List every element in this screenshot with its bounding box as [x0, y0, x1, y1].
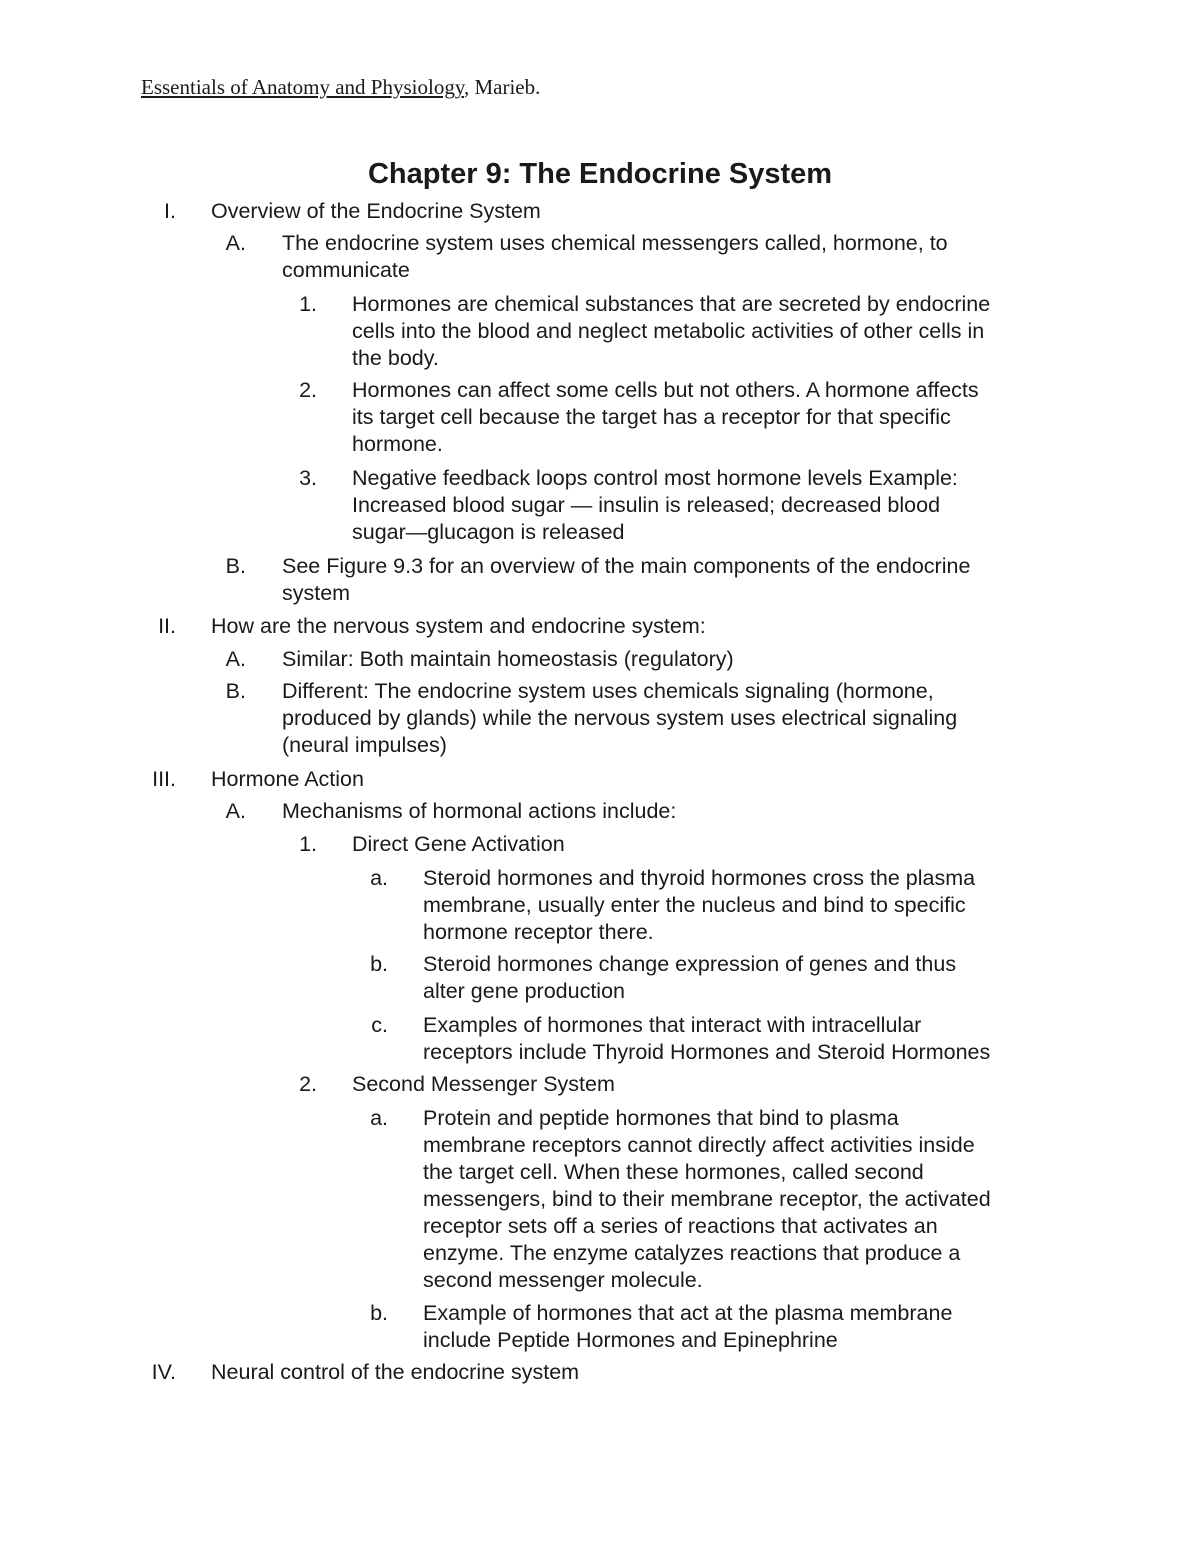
outline-line: produced by glands) while the nervous system uses electrical signaling: [282, 706, 958, 730]
outline-line: enzyme. The enzyme catalyzes reactions that produce a: [423, 1241, 961, 1265]
outline-line: receptor sets off a series of reactions that activates an: [423, 1214, 938, 1238]
book-citation: [141, 74, 540, 100]
point-marker: 2.: [299, 1072, 317, 1096]
outline-line: Mechanisms of hormonal actions include:: [282, 799, 677, 823]
item-marker: a.: [370, 866, 388, 890]
outline-line: membrane, usually enter the nucleus and bind to specific: [423, 893, 966, 917]
outline-line: system: [282, 581, 351, 605]
outline-line: The endocrine system uses chemical messengers called, hormone, to: [282, 231, 948, 255]
section-heading: How are the nervous system and endocrine system:: [211, 614, 706, 638]
outline-line: Different: The endocrine system uses chemicals signaling (hormone,: [282, 679, 934, 703]
outline-line: second messenger molecule.: [423, 1268, 703, 1292]
book-author: , Marieb.: [463, 75, 541, 99]
outline-line: communicate: [282, 258, 410, 282]
item-marker: b.: [370, 952, 388, 976]
outline-line: the target cell. When these hormones, called second: [423, 1160, 924, 1184]
outline-line: Examples of hormones that interact with intracellular: [423, 1013, 922, 1037]
section-marker: III.: [152, 767, 176, 791]
point-heading: Direct Gene Activation: [352, 832, 565, 856]
section-heading: Overview of the Endocrine System: [211, 199, 541, 223]
outline-line: alter gene production: [423, 979, 626, 1003]
point-marker: 2.: [299, 378, 317, 402]
point-marker: 1.: [299, 292, 317, 316]
outline-line: the body.: [352, 346, 439, 370]
outline-line: Increased blood sugar — insulin is released; decreased blood: [352, 493, 941, 517]
point-heading: Second Messenger System: [352, 1072, 615, 1096]
outline-line: hormone.: [352, 432, 443, 456]
item-marker: b.: [370, 1301, 388, 1325]
subsection-marker: A.: [225, 231, 246, 255]
outline-line: (neural impulses): [282, 733, 447, 757]
section-marker: IV.: [151, 1360, 176, 1384]
section-marker: I.: [164, 199, 176, 223]
point-marker: 1.: [299, 832, 317, 856]
outline-line: Negative feedback loops control most hormone levels Example:: [352, 466, 958, 490]
outline-line: Steroid hormones change expression of genes and thus: [423, 952, 957, 976]
outline-line: Protein and peptide hormones that bind to plasma: [423, 1106, 899, 1130]
subsection-marker: A.: [225, 647, 246, 671]
subsection-marker: B.: [225, 679, 246, 703]
outline-line: messengers, bind to their membrane receptor, the activated: [423, 1187, 991, 1211]
section-marker: II.: [158, 614, 176, 638]
outline-line: receptors include Thyroid Hormones and Steroid Hormones: [423, 1040, 991, 1064]
outline-line: See Figure 9.3 for an overview of the main components of the endocrine: [282, 554, 971, 578]
outline-line: hormone receptor there.: [423, 920, 654, 944]
outline-line: include Peptide Hormones and Epinephrine: [423, 1328, 838, 1352]
outline-line: its target cell because the target has a receptor for that specific: [352, 405, 951, 429]
outline-line: Steroid hormones and thyroid hormones cross the plasma: [423, 866, 976, 890]
point-marker: 3.: [299, 466, 317, 490]
chapter-title: Chapter 9: The Endocrine System: [367, 158, 833, 190]
item-marker: c.: [371, 1013, 388, 1037]
subsection-marker: A.: [225, 799, 246, 823]
item-marker: a.: [370, 1106, 388, 1130]
section-heading: Hormone Action: [211, 767, 364, 791]
book-title: Essentials of Anatomy and Physiology: [141, 75, 464, 99]
outline-line: membrane receptors cannot directly affect activities inside: [423, 1133, 975, 1157]
outline-line: Hormones are chemical substances that are secreted by endocrine: [352, 292, 991, 316]
section-heading: Neural control of the endocrine system: [211, 1360, 580, 1384]
outline-line: Hormones can affect some cells but not others. A hormone affects: [352, 378, 979, 402]
subsection-marker: B.: [225, 554, 246, 578]
outline-line: Example of hormones that act at the plasma membrane: [423, 1301, 953, 1325]
outline-line: Similar: Both maintain homeostasis (regulatory): [282, 647, 734, 671]
outline-line: sugar—glucagon is released: [352, 520, 625, 544]
outline-line: cells into the blood and neglect metabolic activities of other cells in: [352, 319, 985, 343]
